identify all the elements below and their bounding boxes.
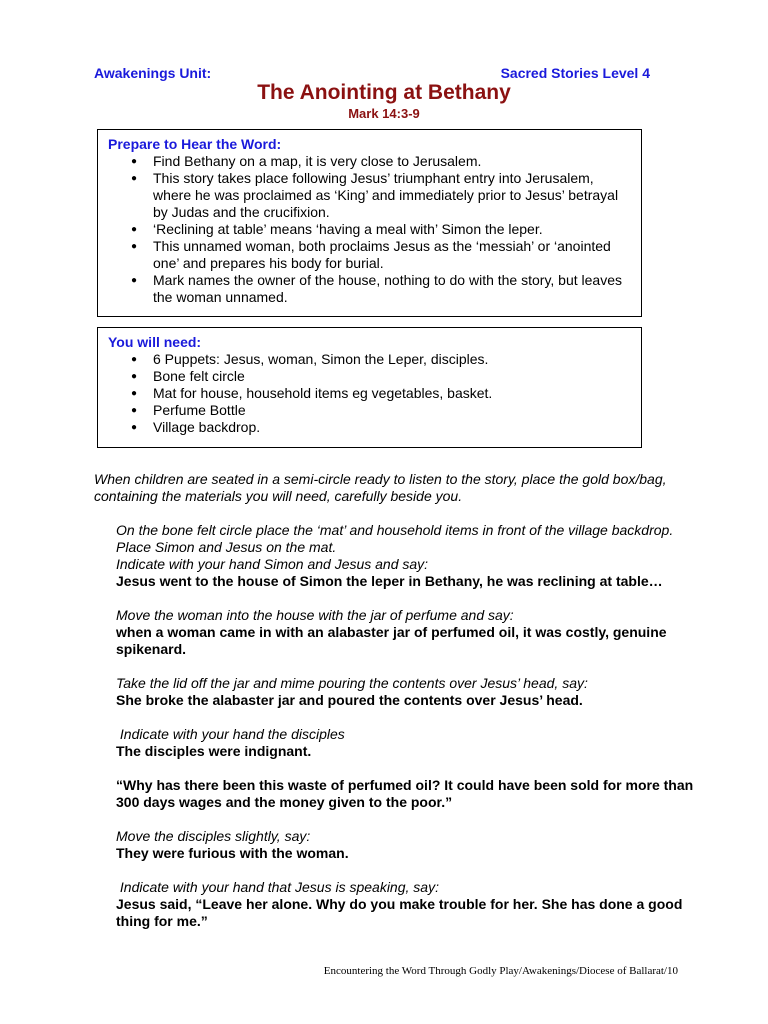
unit-label: Awakenings Unit: xyxy=(94,65,212,81)
bullet-icon: ● xyxy=(131,275,138,286)
step-instruction: On the bone felt circle place the ‘mat’ and household items in front of the village backdrop. Place Simon and Jesus on the mat. Indicate with your hand Simon and Jesus and say: xyxy=(116,522,674,572)
bullet-icon: ● xyxy=(131,224,138,235)
story-step xyxy=(116,828,696,862)
story-step xyxy=(116,522,696,590)
prepare-box xyxy=(97,129,642,317)
bullet-icon: ● xyxy=(131,173,138,184)
step-instruction: Take the lid off the jar and mime pouring the contents over Jesus’ head, say: xyxy=(116,675,588,691)
list-item: ● This unnamed woman, both proclaims Jesus as the ‘messiah’ or ‘anointed one’ and prepares his body for burial. xyxy=(131,238,611,271)
list-item: ● This story takes place following Jesus’ triumphant entry into Jerusalem, where he was proclaimed as ‘King’ and immediately prior to Jesus’ betrayal by Judas and the crucifixion. xyxy=(131,170,619,220)
prepare-list xyxy=(108,153,631,306)
list-item: ● Mark names the owner of the house, nothing to do with the story, but leaves the woman unnamed. xyxy=(131,272,623,305)
list-item: ● Find Bethany on a map, it is very close to Jerusalem. xyxy=(131,153,482,169)
story-steps xyxy=(116,522,696,947)
step-script: They were furious with the woman. xyxy=(116,845,349,861)
step-script: when a woman came in with an alabaster jar of perfumed oil, it was costly, genuine spikenard. xyxy=(116,624,667,657)
list-item: ● Bone felt circle xyxy=(131,368,245,384)
bullet-icon: ● xyxy=(131,156,138,167)
needs-box xyxy=(97,327,642,448)
step-script: The disciples were indignant. xyxy=(116,743,312,759)
step-script: Jesus went to the house of Simon the leper in Bethany, he was reclining at table… xyxy=(116,573,663,589)
scripture-reference: Mark 14:3-9 xyxy=(348,106,420,121)
intro-instruction: When children are seated in a semi-circle ready to listen to the story, place the gold box/bag, containing the materials you will need, carefully beside you. xyxy=(94,471,667,504)
story-step xyxy=(116,607,696,658)
list-item: ● Village backdrop. xyxy=(131,419,261,435)
bullet-icon: ● xyxy=(131,422,138,433)
list-item: ● ‘Reclining at table’ means ‘having a meal with’ Simon the leper. xyxy=(131,221,543,237)
step-instruction: Move the disciples slightly, say: xyxy=(116,828,311,844)
bullet-icon: ● xyxy=(131,354,138,365)
step-instruction: Indicate with your hand the disciples xyxy=(116,726,345,742)
story-step xyxy=(116,879,696,930)
list-item: ● Perfume Bottle xyxy=(131,402,246,418)
step-script: “Why has there been this waste of perfumed oil? It could have been sold for more than 300 days wages and the money given to the poor.” xyxy=(116,777,694,810)
bullet-icon: ● xyxy=(131,371,138,382)
level-label: Sacred Stories Level 4 xyxy=(500,65,650,81)
bullet-icon: ● xyxy=(131,241,138,252)
needs-list xyxy=(108,351,631,436)
page-footer: Encountering the Word Through Godly Play/Awakenings/Diocese of Ballarat/10 xyxy=(323,965,678,977)
story-step xyxy=(116,777,696,811)
bullet-icon: ● xyxy=(131,388,138,399)
step-script: She broke the alabaster jar and poured the contents over Jesus’ head. xyxy=(116,692,583,708)
story-step xyxy=(116,726,696,760)
list-item: ● Mat for house, household items eg vegetables, basket. xyxy=(131,385,493,401)
needs-heading: You will need: xyxy=(108,334,202,350)
story-step xyxy=(116,675,696,709)
step-script: Jesus said, “Leave her alone. Why do you make trouble for her. She has done a good thing for me.” xyxy=(116,896,683,929)
bullet-icon: ● xyxy=(131,405,138,416)
page-title: The Anointing at Bethany xyxy=(257,81,511,104)
prepare-heading: Prepare to Hear the Word: xyxy=(108,136,282,152)
step-instruction: Move the woman into the house with the jar of perfume and say: xyxy=(116,607,514,623)
list-item: ● 6 Puppets: Jesus, woman, Simon the Leper, disciples. xyxy=(131,351,489,367)
step-instruction: Indicate with your hand that Jesus is speaking, say: xyxy=(116,879,439,895)
